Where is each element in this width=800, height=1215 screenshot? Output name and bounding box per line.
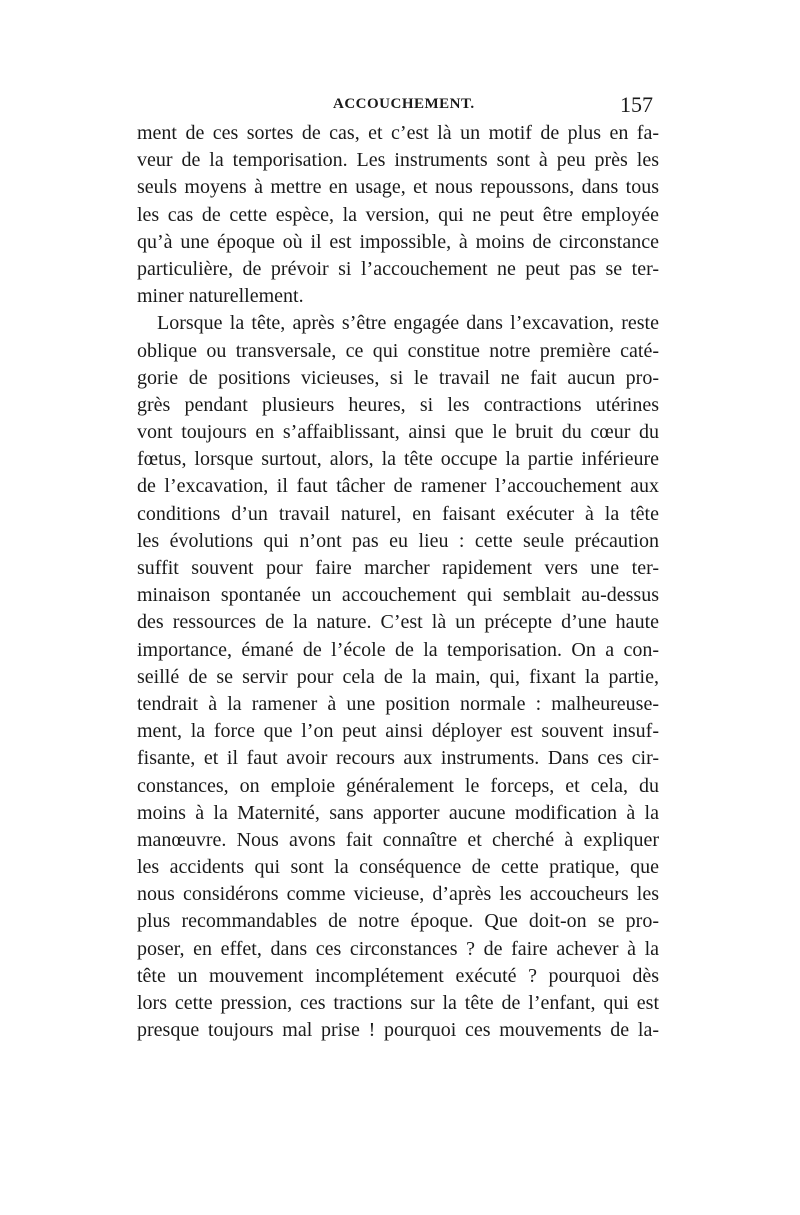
text-line: veur de la temporisation. Les instruments sont à peu près les	[137, 149, 659, 172]
text-line: Lorsque la tête, après s’être engagée dans l’excavation, reste	[157, 312, 659, 335]
text-line: tendrait à la ramener à une position normale : malheureuse-	[137, 692, 659, 715]
text-line: les accidents qui sont la conséquence de cette pratique, que	[137, 856, 659, 879]
text-line: ment, la force que l’on peut ainsi déployer est souvent insuf-	[137, 720, 659, 743]
text-line: constances, on emploie généralement le forceps, et cela, du	[137, 774, 659, 797]
text-line: presque toujours mal prise ! pourquoi ces mouvements de la-	[137, 1019, 659, 1042]
text-line: plus recommandables de notre époque. Que doit-on se pro-	[137, 910, 659, 933]
text-line: vont toujours en s’affaiblissant, ainsi que le bruit du cœur du	[137, 421, 659, 444]
text-line: suffit souvent pour faire marcher rapidement vers une ter-	[137, 557, 659, 579]
text-line: tête un mouvement incomplétement exécuté ? pourquoi dès	[137, 964, 659, 987]
text-line: conditions d’un travail naturel, en faisant exécuter à la tête	[137, 502, 659, 525]
text-line: importance, émané de l’école de la temporisation. On a con-	[137, 638, 659, 661]
text-line: lors cette pression, ces tractions sur la tête de l’enfant, qui est	[137, 992, 659, 1014]
text-line: gorie de positions vicieuses, si le travail ne fait aucun pro-	[137, 366, 659, 389]
text-line: moins à la Maternité, sans apporter aucune modification à la	[137, 801, 659, 824]
running-title: ACCOUCHEMENT.	[333, 96, 475, 112]
text-line: des ressources de la nature. C’est là un précepte d’une haute	[137, 611, 659, 634]
text-line: nous considérons comme vicieuse, d’après les accoucheurs les	[137, 883, 659, 906]
body-text	[137, 120, 659, 1044]
paragraph	[137, 310, 659, 1044]
text-line: de l’excavation, il faut tâcher de ramener l’accouchement aux	[137, 475, 659, 498]
text-line: miner naturellement.	[137, 285, 304, 308]
text-line: les cas de cette espèce, la version, qui ne peut être employée	[137, 203, 659, 226]
text-line: particulière, de prévoir si l’accouchement ne peut pas se ter-	[137, 257, 659, 280]
text-line: grès pendant plusieurs heures, si les contractions utérines	[137, 393, 659, 416]
text-line: seillé de se servir pour cela de la main, qui, fixant la partie,	[137, 665, 659, 688]
text-line: fœtus, lorsque surtout, alors, la tête occupe la partie inférieure	[137, 448, 659, 471]
paragraph	[137, 120, 659, 310]
text-line: poser, en effet, dans ces circonstances ? de faire achever à la	[137, 937, 659, 960]
text-line: oblique ou transversale, ce qui constitue notre première caté-	[137, 339, 659, 362]
text-line: ment de ces sortes de cas, et c’est là un motif de plus en fa-	[137, 122, 659, 144]
text-line: qu’à une époque où il est impossible, à moins de circonstance	[137, 230, 659, 253]
text-line: minaison spontanée un accouchement qui semblait au-dessus	[137, 584, 659, 607]
text-line: fisante, et il faut avoir recours aux instruments. Dans ces cir-	[137, 747, 659, 770]
text-line: manœuvre. Nous avons fait connaître et cherché à expliquer	[137, 828, 659, 851]
page-number: 157	[620, 92, 653, 117]
running-head	[137, 92, 657, 120]
text-line: seuls moyens à mettre en usage, et nous repoussons, dans tous	[137, 176, 659, 199]
text-line: les évolutions qui n’ont pas eu lieu : cette seule précaution	[137, 529, 659, 552]
